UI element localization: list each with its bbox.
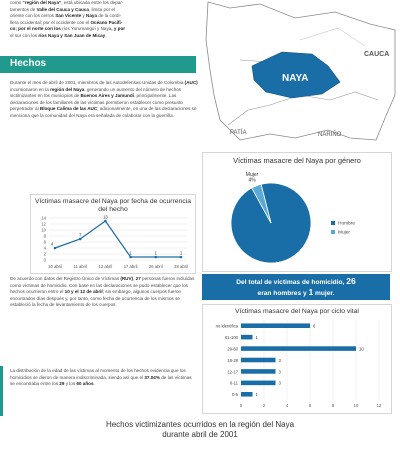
bar-chart-category-label: 18-28 xyxy=(227,357,238,363)
bar-chart-category-label: no identifica xyxy=(215,323,238,329)
line-chart-data-label: 4 xyxy=(50,241,54,247)
bar-chart-category-label: 12-17 xyxy=(227,369,238,375)
band-men-count: 26 xyxy=(346,276,356,286)
band-line2-end: mujer. xyxy=(313,289,335,297)
bar-chart-bar xyxy=(241,335,253,340)
bottom-title-line1: Hechos victimizantes ocurridos en la región del Naya xyxy=(105,420,295,429)
line-chart-point xyxy=(180,256,183,259)
line-chart-x-tick: 28 abril xyxy=(174,264,188,269)
intro-segment: San Vicente xyxy=(55,13,82,19)
line-chart-point xyxy=(129,256,132,259)
intro-segment: co xyxy=(10,26,16,32)
pie-legend-label: Mujer xyxy=(338,230,350,236)
line-chart-data-label: 13 xyxy=(103,214,108,220)
line-chart-y-tick: 4 xyxy=(43,245,46,251)
bar-chart-bar xyxy=(241,381,276,386)
bar-chart-data-label: 3 xyxy=(278,357,281,363)
map-label-narino: NARIÑO xyxy=(318,132,342,138)
map-label-cauca: CAUCA xyxy=(364,51,390,58)
age-bold: 29 xyxy=(59,381,65,387)
ruv-bold: 27 xyxy=(135,276,141,281)
line-chart-y-tick: 8 xyxy=(43,233,46,239)
hechos-bold: región del Naya xyxy=(50,86,85,92)
line-chart-data-label: 7 xyxy=(79,232,82,238)
map-inner-line xyxy=(228,92,378,125)
intro-segment: de la cordi- xyxy=(97,13,122,19)
bar-chart-bar xyxy=(241,369,276,374)
pie-slice-label: 96% xyxy=(280,266,291,273)
bar-chart-data-label: 1 xyxy=(255,392,258,398)
intro-segment: tamentos de xyxy=(10,6,37,12)
bar-chart-data-label: 3 xyxy=(278,369,281,375)
bar-chart-data-label: 3 xyxy=(278,380,281,386)
bar-chart-bar xyxy=(241,346,356,351)
intro-segment: Naya xyxy=(86,13,98,19)
intro-segment: como xyxy=(10,0,23,5)
line-chart-x-tick: 11 abril xyxy=(73,264,87,269)
bar-chart-bar xyxy=(241,323,310,328)
bar-chart-category-label: 6-11 xyxy=(229,380,238,386)
bar-chart-card xyxy=(202,304,392,414)
intro-segment: “región del Naya” xyxy=(22,0,62,5)
band-line2-text: eran hombres y xyxy=(257,289,309,297)
line-chart-y-tick: 0 xyxy=(43,257,46,263)
line-chart-title: Víctimas masacre del Naya por fecha de ocurrencia del hecho xyxy=(34,198,192,213)
bar-chart-x-tick: 4 xyxy=(285,403,289,408)
line-chart-y-tick: 14 xyxy=(41,215,46,221)
intro-segment: , limita por el xyxy=(88,6,115,12)
age-bold: 60 años xyxy=(76,381,94,387)
line-chart-x-tick: 10 abril xyxy=(48,264,62,269)
region-map xyxy=(200,0,400,150)
section-title: Hechos xyxy=(10,58,47,69)
intro-segment: oriente con los cerros xyxy=(10,13,56,19)
line-chart-series xyxy=(55,221,181,257)
bar-chart-x-tick: 10 xyxy=(353,403,359,408)
line-chart-x-tick: 17 abril xyxy=(123,264,138,269)
line-chart-data-label: 1 xyxy=(154,250,157,256)
intro-line xyxy=(10,20,202,27)
intro-segment: , y por xyxy=(111,26,126,32)
intro-segment: , está ubicada entre los depar- xyxy=(61,0,124,5)
bar-chart-bar xyxy=(241,392,253,397)
bar-chart-data-label: 10 xyxy=(359,346,364,352)
bar-chart-x-tick: 12 xyxy=(376,403,382,408)
age-distribution-paragraph: La distribución de la edad de las víctimas al momento de los hechos evidencia que los homicidios se dieron de manera indiscriminada, siendo así que el 37.04% de las víctimas se encontraba entre los 29 y los 60 años. xyxy=(10,368,192,387)
line-chart-y-tick: 12 xyxy=(41,221,46,227)
bar-chart xyxy=(203,316,389,410)
hechos-bold: (AUC) xyxy=(184,80,198,85)
intro-segment: y xyxy=(81,13,87,19)
hechos-bold: Bloque Calima de las AUC xyxy=(39,106,98,112)
band-line1-text: Del total de víctimas de homicidio, xyxy=(236,279,347,286)
line-chart-data-label: 1 xyxy=(179,250,183,256)
intro-line xyxy=(10,0,202,7)
age-bold: 37.04% xyxy=(144,374,160,380)
ruv-bold: 10 y el 12 de abril xyxy=(64,289,103,295)
bar-chart-category-label: 29-60 xyxy=(227,346,238,352)
pie-legend-label: Hombre xyxy=(338,221,356,227)
line-chart-y-tick: 6 xyxy=(43,239,46,245)
band-women-count: 1 xyxy=(308,286,314,297)
pie-slice-label: Hombre xyxy=(276,261,294,268)
line-chart-x-tick: 26 abril xyxy=(148,264,163,269)
pie-legend-swatch xyxy=(331,221,335,225)
pie-chart-card xyxy=(202,152,392,272)
line-chart-y-tick: 10 xyxy=(41,227,46,233)
ruv-paragraph: De acuerdo con datos del Registro Único de Víctimas (RUV), 27 personas fueron incluidas como víctimas de homicidio. Con base en las declaraciones se pudo establecer que los hechos ocurrieron entre el 10 y el 12 de abril; sin embargo, algunos cuerpos fueron encontrados días después y, por tanto, como fecha de ocurrencia de los mismos se estableció la fecha de levantamiento de los cuerpos. xyxy=(10,276,195,308)
bar-chart-category-label: 0-5 xyxy=(231,392,238,398)
bar-chart-title: Víctimas masacre del Naya por ciclo vital xyxy=(235,308,359,315)
line-chart-x-tick: 12 abril xyxy=(98,264,113,269)
pie-legend-swatch xyxy=(331,230,335,234)
intro-line xyxy=(10,13,202,20)
pie-chart xyxy=(203,165,389,273)
bar-chart-x-tick: 8 xyxy=(331,403,335,408)
bottom-title-line2: durante abril de 2001 xyxy=(162,430,238,439)
bar-chart-x-tick: 6 xyxy=(308,403,312,408)
intro-line xyxy=(10,33,202,40)
hechos-paragraph: Durante el mes de abril de 2001, miembros de las Autodefensas Unidas de Colombia (AUC) incursionaron en la región del Naya, generando un aumento del número de hechos victimizantes en los municipios de Buenos Aires y Jamundí, principalmente. Las declaraciones de los familiares de las víctimas permitieron establecer como presunto perpetrador al Bloque Calima de las AUC; adicionalmente, en una de las declaraciones se menciona que la comunidad del Naya era señalada de colaborar con la guerrilla. xyxy=(10,80,198,118)
bar-chart-x-tick: 0 xyxy=(239,403,243,408)
map-label-patia: PATÍA xyxy=(230,130,247,136)
line-chart-y-tick: 2 xyxy=(43,251,46,257)
intro-paragraph xyxy=(10,0,202,40)
hechos-bold: Buenos Aires y Jamundí xyxy=(80,93,134,99)
line-chart-card xyxy=(30,194,196,274)
intro-segment: ríos Naya y San Juan de Micay xyxy=(38,32,106,38)
bottom-section-title xyxy=(60,420,340,440)
bar-chart-data-label: 1 xyxy=(255,335,258,341)
line-chart-point xyxy=(155,256,158,259)
intro-segment: el sur con los xyxy=(10,32,39,38)
intro-segment: Valle del Cauca y Cauca xyxy=(36,6,89,12)
line-chart-data-label: 1 xyxy=(129,250,132,256)
bar-chart-category-label: 61-100 xyxy=(224,335,238,341)
bar-chart-data-label: 6 xyxy=(313,323,316,329)
intro-segment: ríos Yurumanguí y Naya xyxy=(62,26,112,32)
intro-segment: . xyxy=(105,32,107,38)
intro-line xyxy=(10,26,202,33)
pie-slice-label: 4% xyxy=(248,177,256,184)
ruv-bold: (RUV) xyxy=(120,276,134,281)
summary-band-text xyxy=(206,277,386,298)
pie-slice-label: Mujer xyxy=(245,172,259,179)
bar-chart-x-tick: 2 xyxy=(262,403,266,408)
intro-line xyxy=(10,7,202,14)
pie-chart-title: Víctimas masacre del Naya por género xyxy=(233,156,361,165)
intro-segment: ; por el norte con los xyxy=(15,26,63,32)
intro-segment: llera occidental; por el occidente con el xyxy=(10,19,91,25)
map-label-naya: NAYA xyxy=(282,73,309,84)
line-chart-point xyxy=(79,238,82,241)
line-chart-point xyxy=(54,247,57,250)
bar-chart-bar xyxy=(241,358,276,363)
map-boundary-line xyxy=(300,28,365,46)
quote-accent-line xyxy=(0,366,3,416)
line-chart xyxy=(31,214,193,272)
intro-segment: Océano Pacífi- xyxy=(90,19,123,25)
line-chart-point xyxy=(104,220,107,223)
